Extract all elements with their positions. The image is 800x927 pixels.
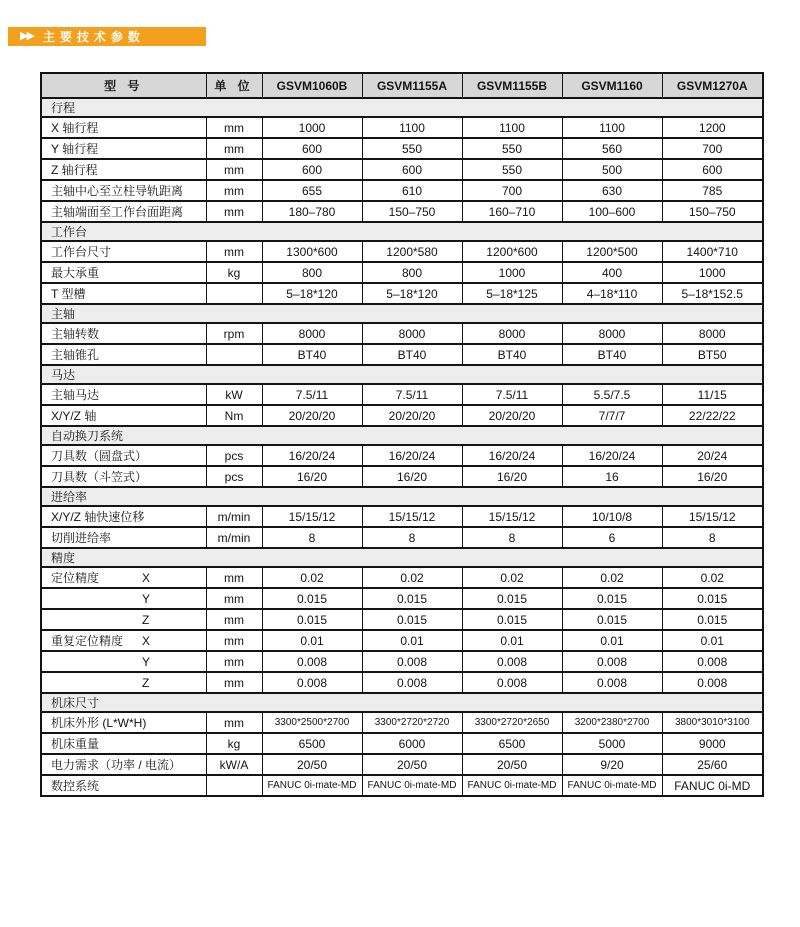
row-axis-label: Y: [142, 654, 151, 669]
row-label: [41, 344, 206, 365]
section-row: [41, 222, 763, 241]
spec-value-cell: 20/24: [662, 445, 763, 466]
spec-value-cell: 7/7/7: [562, 405, 662, 426]
spec-value-cell: 9000: [662, 733, 763, 754]
spec-value-cell: 5–18*120: [362, 283, 462, 304]
spec-value-cell: 0.015: [462, 609, 562, 630]
row-label: [41, 567, 206, 588]
spec-value-cell: 100–600: [562, 201, 662, 222]
spec-value-cell: 6500: [462, 733, 562, 754]
spec-value-cell: 0.015: [262, 609, 362, 630]
row-label-text: 切削进给率: [51, 530, 112, 545]
spec-value-cell: 0.008: [562, 672, 662, 693]
section-title: 马达: [41, 365, 763, 384]
spec-value-cell: 1100: [362, 117, 462, 138]
column-header-model-name: GSVM1060B: [262, 73, 362, 98]
section-row: [41, 426, 763, 445]
spec-value-cell: 500: [562, 159, 662, 180]
section-row: [41, 304, 763, 323]
spec-value-cell: 150–750: [362, 201, 462, 222]
spec-value-cell: 655: [262, 180, 362, 201]
spec-value-cell: 16/20/24: [462, 445, 562, 466]
row-axis-label: Z: [142, 612, 150, 627]
column-header-model-name: GSVM1160: [562, 73, 662, 98]
table-row: [41, 159, 763, 180]
row-label-text: 工作台尺寸: [51, 244, 112, 259]
row-unit: mm: [206, 201, 262, 222]
row-label-text: 主轴马达: [51, 387, 100, 402]
row-unit: mm: [206, 159, 262, 180]
table-row: [41, 323, 763, 344]
table-head: [41, 73, 763, 98]
spec-value-cell: 7.5/11: [362, 384, 462, 405]
section-title: 进给率: [41, 487, 763, 506]
table-row: [41, 262, 763, 283]
row-label: [41, 283, 206, 304]
spec-value-cell: 25/60: [662, 754, 763, 775]
table-row: [41, 466, 763, 487]
row-unit: kg: [206, 733, 262, 754]
spec-value-cell: 8000: [262, 323, 362, 344]
spec-value-cell: 8: [662, 527, 763, 548]
spec-value-cell: 16/20/24: [262, 445, 362, 466]
row-label: [41, 506, 206, 527]
row-label: [41, 323, 206, 344]
section-title: 主轴: [41, 304, 763, 323]
table-row: [41, 138, 763, 159]
row-unit: mm: [206, 588, 262, 609]
spec-value-cell: 1000: [462, 262, 562, 283]
spec-value-cell: 22/22/22: [662, 405, 763, 426]
table-row: [41, 733, 763, 754]
spec-value-cell: 8000: [362, 323, 462, 344]
spec-value-cell: 16: [562, 466, 662, 487]
spec-value-cell: 0.02: [562, 567, 662, 588]
row-label-text: Z 轴行程: [51, 162, 98, 177]
table-row: [41, 672, 763, 693]
table-row: [41, 117, 763, 138]
table-row: [41, 241, 763, 262]
row-unit: Nm: [206, 405, 262, 426]
row-label: [41, 712, 206, 733]
spec-value-cell: 0.015: [662, 609, 763, 630]
spec-value-cell: 0.015: [262, 588, 362, 609]
table-header-row: [41, 73, 763, 98]
section-row: [41, 98, 763, 117]
section-title: 工作台: [41, 222, 763, 241]
spec-value-cell: 800: [262, 262, 362, 283]
spec-value-cell: BT40: [262, 344, 362, 365]
spec-value-cell: 785: [662, 180, 763, 201]
spec-value-cell: 3300*2720*2650: [462, 712, 562, 733]
spec-value-cell: 15/15/12: [462, 506, 562, 527]
spec-value-cell: 150–750: [662, 201, 763, 222]
spec-value-cell: 0.008: [562, 651, 662, 672]
row-label-text: X 轴行程: [51, 120, 99, 135]
spec-value-cell: 0.01: [362, 630, 462, 651]
spec-value-cell: 1400*710: [662, 241, 763, 262]
spec-value-cell: 630: [562, 180, 662, 201]
spec-value-cell: 7.5/11: [262, 384, 362, 405]
spec-value-cell: 16/20: [262, 466, 362, 487]
spec-value-cell: 3300*2720*2720: [362, 712, 462, 733]
row-label-text: 重复定位精度: [51, 633, 124, 648]
row-label: [41, 262, 206, 283]
spec-value-cell: 6000: [362, 733, 462, 754]
spec-value-cell: 0.02: [662, 567, 763, 588]
table-body: [41, 98, 763, 796]
spec-value-cell: 0.015: [662, 588, 763, 609]
table-row: [41, 567, 763, 588]
row-unit: [206, 775, 262, 796]
row-unit: kW/A: [206, 754, 262, 775]
row-axis-label: Y: [142, 591, 151, 606]
spec-value-cell: 16/20: [662, 466, 763, 487]
spec-value-cell: 0.01: [562, 630, 662, 651]
row-label-text: 机床重量: [51, 736, 100, 751]
spec-value-cell: FANUC 0i-mate-MD: [462, 775, 562, 796]
row-unit: mm: [206, 651, 262, 672]
row-unit: [206, 344, 262, 365]
spec-value-cell: 1200: [662, 117, 763, 138]
row-label: [41, 630, 206, 651]
spec-value-cell: 16/20/24: [562, 445, 662, 466]
row-label-text: 主轴锥孔: [51, 347, 100, 362]
row-axis-label: Z: [142, 675, 150, 690]
row-label: [41, 466, 206, 487]
spec-value-cell: 15/15/12: [662, 506, 763, 527]
spec-value-cell: 8: [262, 527, 362, 548]
spec-value-cell: 400: [562, 262, 662, 283]
spec-value-cell: 0.008: [362, 651, 462, 672]
spec-value-cell: FANUC 0i-mate-MD: [562, 775, 662, 796]
section-row: [41, 548, 763, 567]
table-row: [41, 384, 763, 405]
row-label: [41, 201, 206, 222]
spec-value-cell: 5–18*125: [462, 283, 562, 304]
row-label: [41, 445, 206, 466]
spec-value-cell: 0.015: [562, 609, 662, 630]
spec-value-cell: 0.015: [562, 588, 662, 609]
spec-value-cell: 15/15/12: [362, 506, 462, 527]
spec-value-cell: 3200*2380*2700: [562, 712, 662, 733]
double-arrow-icon: ▶▶: [20, 30, 33, 42]
spec-value-cell: 610: [362, 180, 462, 201]
spec-value-cell: 16/20: [462, 466, 562, 487]
spec-value-cell: 550: [362, 138, 462, 159]
spec-value-cell: 1100: [562, 117, 662, 138]
row-unit: mm: [206, 630, 262, 651]
spec-value-cell: 6500: [262, 733, 362, 754]
spec-value-cell: 3300*2500*2700: [262, 712, 362, 733]
spec-value-cell: 20/20/20: [362, 405, 462, 426]
spec-value-cell: 7.5/11: [462, 384, 562, 405]
spec-value-cell: 0.008: [662, 672, 763, 693]
spec-value-cell: 8: [362, 527, 462, 548]
row-unit: rpm: [206, 323, 262, 344]
spec-value-cell: 560: [562, 138, 662, 159]
spec-value-cell: 180–780: [262, 201, 362, 222]
spec-value-cell: 0.008: [662, 651, 763, 672]
row-label-text: Y 轴行程: [51, 141, 99, 156]
spec-value-cell: 0.015: [362, 588, 462, 609]
row-label: [41, 672, 206, 693]
spec-value-cell: 600: [362, 159, 462, 180]
row-unit: pcs: [206, 466, 262, 487]
row-unit: mm: [206, 672, 262, 693]
section-row: [41, 365, 763, 384]
spec-value-cell: 20/50: [462, 754, 562, 775]
spec-value-cell: BT40: [362, 344, 462, 365]
row-label: [41, 754, 206, 775]
spec-value-cell: 10/10/8: [562, 506, 662, 527]
table-row: [41, 609, 763, 630]
spec-value-cell: 700: [662, 138, 763, 159]
row-label: [41, 775, 206, 796]
spec-value-cell: 160–710: [462, 201, 562, 222]
spec-value-cell: 0.01: [262, 630, 362, 651]
section-title: 自动换刀系统: [41, 426, 763, 445]
spec-value-cell: 0.015: [362, 609, 462, 630]
row-unit: m/min: [206, 527, 262, 548]
row-label-text: 机床外形 (L*W*H): [51, 715, 147, 730]
spec-value-cell: 1000: [262, 117, 362, 138]
row-unit: mm: [206, 712, 262, 733]
spec-value-cell: 20/20/20: [462, 405, 562, 426]
column-header-unit: 单 位: [206, 73, 262, 98]
spec-value-cell: 0.02: [462, 567, 562, 588]
spec-value-cell: 6: [562, 527, 662, 548]
banner-title: 主要技术参数: [42, 29, 145, 44]
row-label: [41, 180, 206, 201]
spec-value-cell: 0.008: [362, 672, 462, 693]
spec-value-cell: 8: [462, 527, 562, 548]
spec-value-cell: 1200*580: [362, 241, 462, 262]
row-label-text: X/Y/Z 轴: [51, 408, 97, 423]
spec-value-cell: 16/20: [362, 466, 462, 487]
spec-value-cell: 0.01: [662, 630, 763, 651]
spec-value-cell: 700: [462, 180, 562, 201]
spec-value-cell: 5–18*120: [262, 283, 362, 304]
row-label-text: T 型槽: [51, 286, 86, 301]
spec-value-cell: 8000: [562, 323, 662, 344]
row-unit: kW: [206, 384, 262, 405]
row-unit: mm: [206, 567, 262, 588]
spec-value-cell: 0.008: [262, 651, 362, 672]
section-title: 行程: [41, 98, 763, 117]
spec-value-cell: 20/20/20: [262, 405, 362, 426]
spec-value-cell: 800: [362, 262, 462, 283]
row-axis-label: X: [142, 570, 151, 585]
table-row: [41, 754, 763, 775]
row-label-text: X/Y/Z 轴快速位移: [51, 509, 145, 524]
table-row: [41, 344, 763, 365]
spec-value-cell: 3800*3010*3100: [662, 712, 763, 733]
table-row: [41, 405, 763, 426]
spec-value-cell: 0.01: [462, 630, 562, 651]
row-unit: pcs: [206, 445, 262, 466]
table-row: [41, 283, 763, 304]
spec-value-cell: BT40: [462, 344, 562, 365]
section-title: 精度: [41, 548, 763, 567]
row-unit: mm: [206, 241, 262, 262]
spec-value-cell: 1000: [662, 262, 763, 283]
table-row: [41, 712, 763, 733]
row-label: [41, 609, 206, 630]
spec-value-cell: 1200*500: [562, 241, 662, 262]
row-unit: m/min: [206, 506, 262, 527]
row-unit: kg: [206, 262, 262, 283]
row-unit: mm: [206, 117, 262, 138]
spec-value-cell: 15/15/12: [262, 506, 362, 527]
spec-value-cell: 1300*600: [262, 241, 362, 262]
row-axis-label: X: [142, 633, 151, 648]
spec-value-cell: 20/50: [362, 754, 462, 775]
spec-value-cell: 1100: [462, 117, 562, 138]
spec-value-cell: 550: [462, 159, 562, 180]
table-row: [41, 527, 763, 548]
column-header-model-name: GSVM1270A: [662, 73, 763, 98]
row-label-text: 电力需求（功率 / 电流）: [51, 757, 182, 772]
row-label: [41, 588, 206, 609]
spec-value-cell: 0.02: [262, 567, 362, 588]
table-row: [41, 201, 763, 222]
spec-value-cell: 0.015: [462, 588, 562, 609]
table-row: [41, 775, 763, 796]
row-label-text: 刀具数（斗笠式）: [51, 469, 148, 484]
spec-value-cell: FANUC 0i-MD: [662, 775, 763, 796]
spec-value-cell: 1200*600: [462, 241, 562, 262]
section-row: [41, 693, 763, 712]
row-unit: mm: [206, 138, 262, 159]
spec-table: [40, 72, 764, 797]
column-header-model: 型 号: [41, 73, 206, 98]
spec-value-cell: 8000: [662, 323, 763, 344]
row-label-text: 主轴转数: [51, 326, 100, 341]
row-label: [41, 138, 206, 159]
row-label-text: 刀具数（圆盘式）: [51, 448, 148, 463]
column-header-model-name: GSVM1155A: [362, 73, 462, 98]
table-row: [41, 588, 763, 609]
row-label: [41, 733, 206, 754]
row-label: [41, 159, 206, 180]
spec-value-cell: 5000: [562, 733, 662, 754]
table-row: [41, 630, 763, 651]
spec-value-cell: 9/20: [562, 754, 662, 775]
row-label-text: 主轴中心至立柱导轨距离: [51, 183, 184, 198]
section-title: 机床尺寸: [41, 693, 763, 712]
spec-value-cell: 0.02: [362, 567, 462, 588]
spec-value-cell: 16/20/24: [362, 445, 462, 466]
table-row: [41, 445, 763, 466]
spec-value-cell: 550: [462, 138, 562, 159]
spec-value-cell: FANUC 0i-mate-MD: [362, 775, 462, 796]
spec-value-cell: 0.008: [262, 672, 362, 693]
row-label: [41, 651, 206, 672]
spec-value-cell: 600: [262, 159, 362, 180]
spec-value-cell: 5–18*152.5: [662, 283, 763, 304]
table-row: [41, 651, 763, 672]
row-label-text: 最大承重: [51, 265, 100, 280]
row-unit: mm: [206, 180, 262, 201]
column-header-model-name: GSVM1155B: [462, 73, 562, 98]
spec-value-cell: 5.5/7.5: [562, 384, 662, 405]
row-label: [41, 384, 206, 405]
spec-value-cell: FANUC 0i-mate-MD: [262, 775, 362, 796]
row-label-text: 数控系统: [51, 778, 100, 793]
row-unit: mm: [206, 609, 262, 630]
spec-value-cell: 11/15: [662, 384, 763, 405]
spec-value-cell: 8000: [462, 323, 562, 344]
section-row: [41, 487, 763, 506]
table-row: [41, 180, 763, 201]
row-label: [41, 241, 206, 262]
row-label: [41, 527, 206, 548]
row-label: [41, 405, 206, 426]
row-label-text: 定位精度: [51, 570, 100, 585]
spec-value-cell: 4–18*110: [562, 283, 662, 304]
row-label-text: 主轴端面至工作台面距离: [51, 204, 184, 219]
spec-value-cell: 0.008: [462, 651, 562, 672]
table-row: [41, 506, 763, 527]
row-label: [41, 117, 206, 138]
spec-value-cell: 0.008: [462, 672, 562, 693]
row-unit: [206, 283, 262, 304]
section-banner: [8, 27, 206, 46]
spec-value-cell: 20/50: [262, 754, 362, 775]
spec-value-cell: BT40: [562, 344, 662, 365]
spec-value-cell: 600: [262, 138, 362, 159]
spec-value-cell: BT50: [662, 344, 763, 365]
spec-value-cell: 600: [662, 159, 763, 180]
